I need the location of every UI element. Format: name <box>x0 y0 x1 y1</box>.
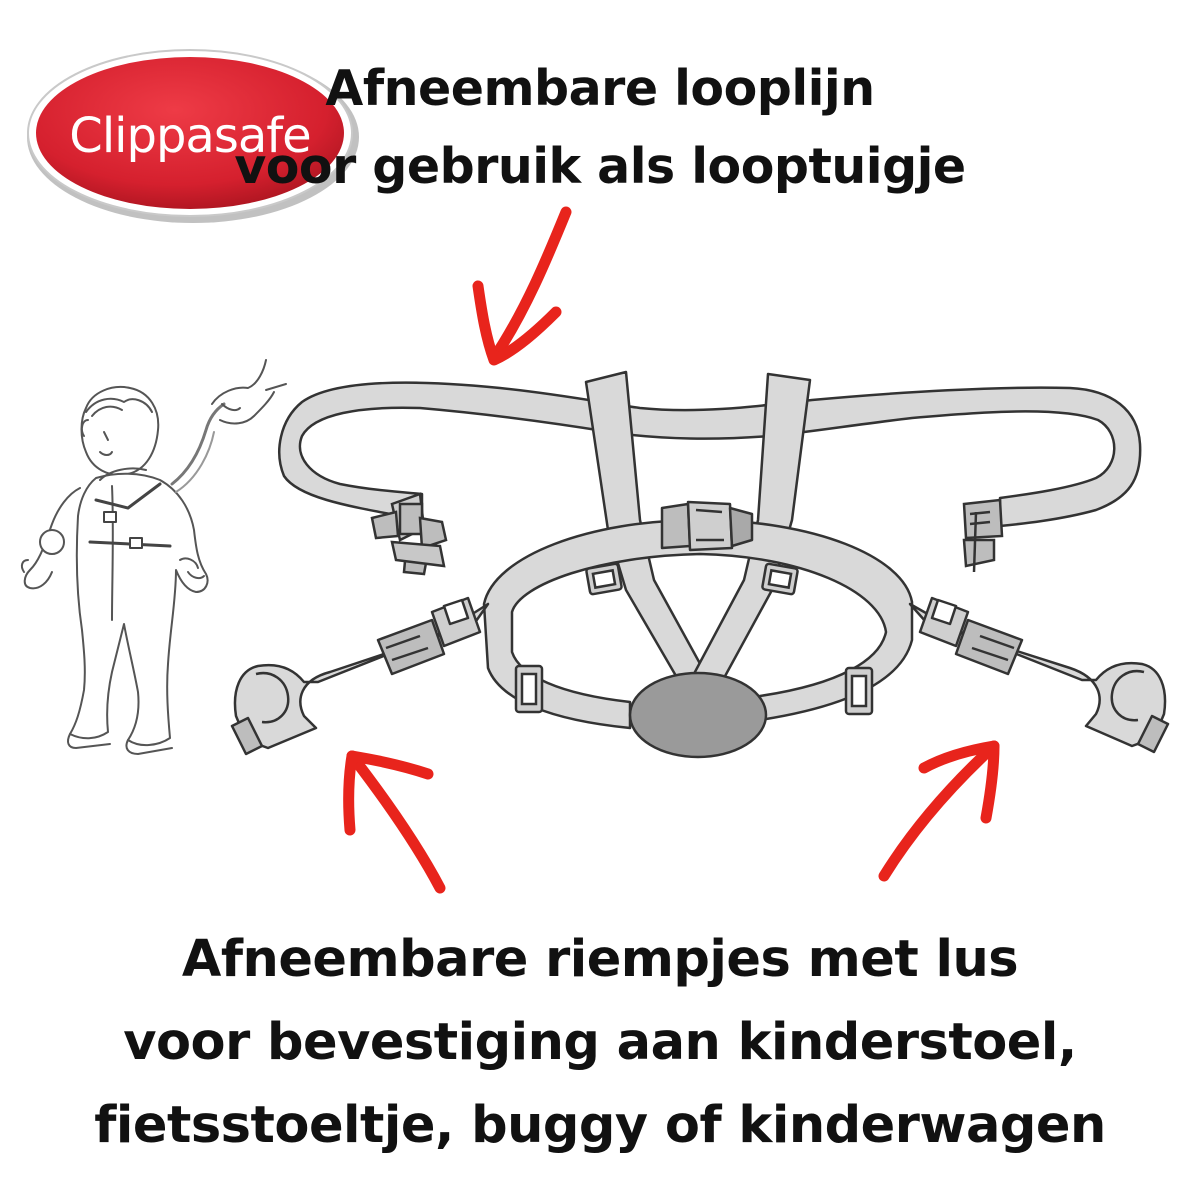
leash-caption <box>160 50 1200 206</box>
leash-caption-line-1: Afneembare looplijn <box>325 60 875 117</box>
loop-straps-caption-line-3: fietsstoeltje, buggy of kinderwagen <box>94 1096 1106 1155</box>
side-strap-right <box>910 598 1168 752</box>
loop-straps-caption-line-1: Afneembare riempjes met lus <box>181 930 1019 989</box>
arrow-to-right-loop <box>884 746 994 876</box>
loop-straps-caption <box>0 918 1200 1167</box>
arrow-to-leash <box>478 212 566 360</box>
arrow-to-left-loop <box>349 756 440 888</box>
side-strap-left <box>232 598 488 754</box>
logo-wordmark: Clippasafe <box>69 108 311 164</box>
leash-caption-line-2: voor gebruik als looptuigje <box>234 138 966 195</box>
chest-buckle <box>662 502 752 550</box>
loop-straps-caption-line-2: voor bevestiging aan kinderstoel, <box>123 1013 1077 1072</box>
leash-clip-right <box>964 500 1002 572</box>
back-plate <box>630 673 766 757</box>
